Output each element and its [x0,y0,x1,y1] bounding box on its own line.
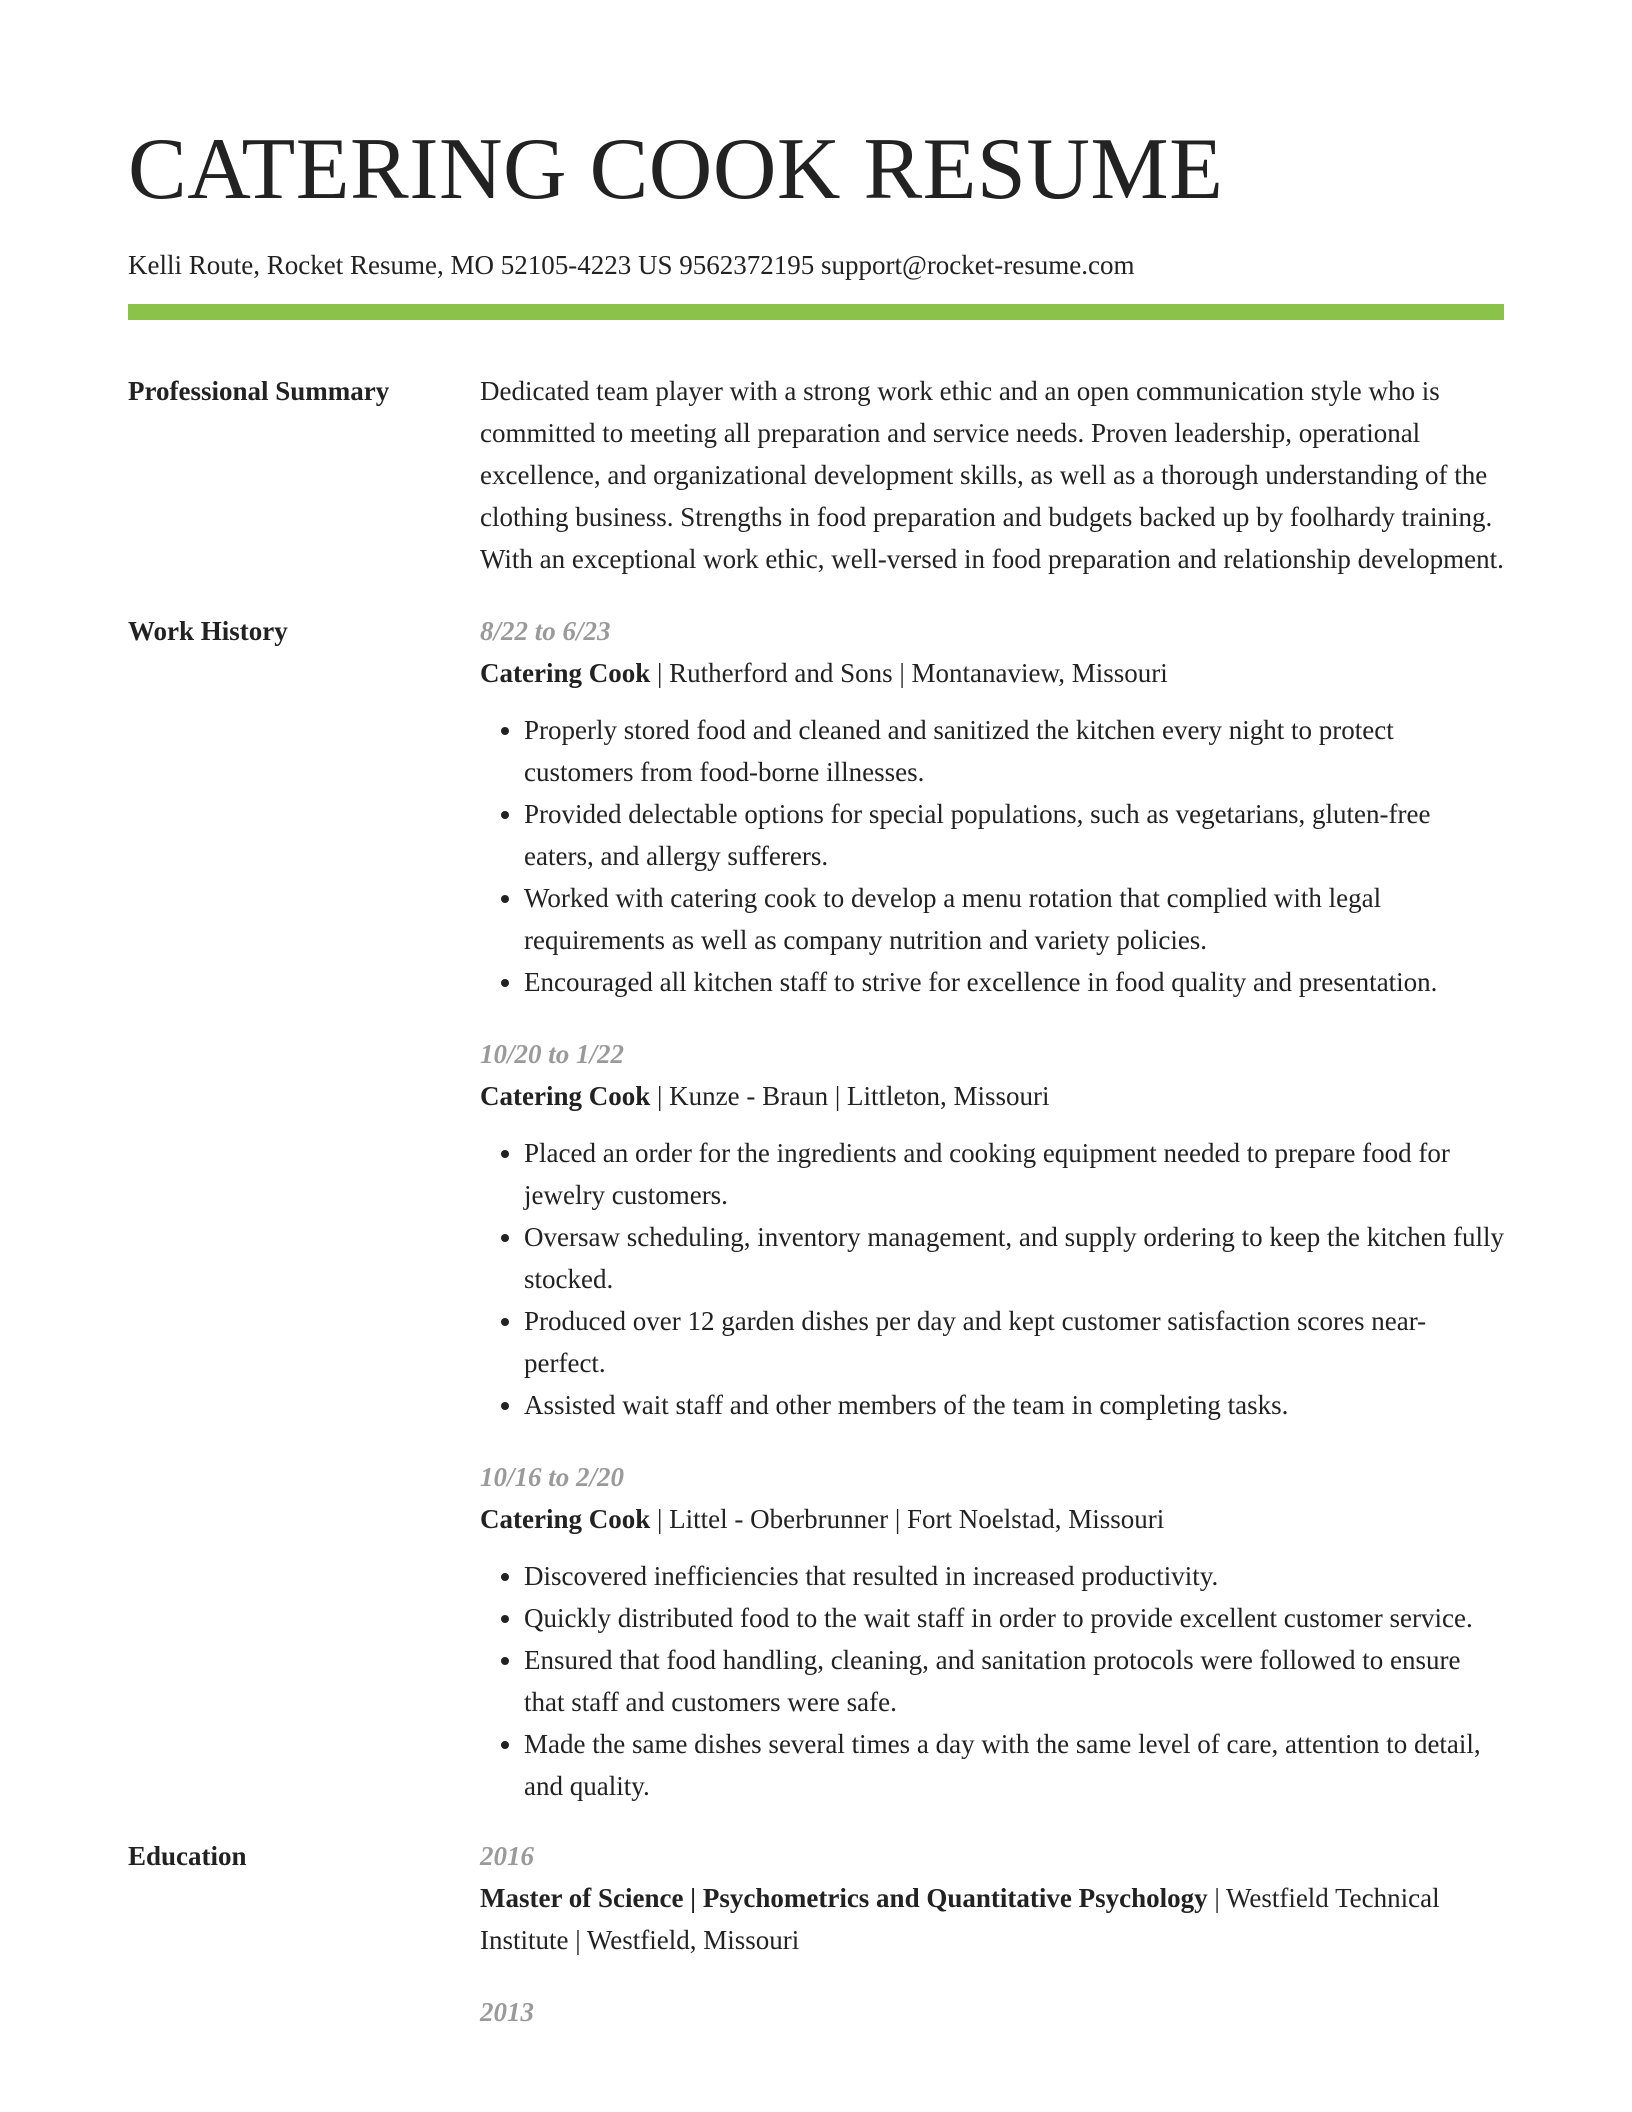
work-history-section [128,610,1504,1807]
job-bullet: • Assisted wait staff and other members of the team in completing tasks. [524,1384,1504,1426]
job-bullet-list [480,709,1504,1003]
resume-title: CATERING COOK RESUME [128,121,1224,218]
education-year: 2013 [480,1997,534,2027]
section-label-education: Education [128,1841,247,1871]
job-title: Catering Cook [480,1504,651,1534]
education-section [128,1835,1504,2063]
job-title: Catering Cook [480,658,651,688]
job-entry [480,1456,1504,1807]
job-bullet-list [480,1132,1504,1426]
job-heading [480,652,1504,694]
job-heading [480,1498,1504,1540]
job-details: | Littel - Oberbrunner | Fort Noelstad, Missouri [650,1504,1165,1534]
job-bullet: • Quickly distributed food to the wait staff in order to provide excellent customer service. [524,1597,1504,1639]
job-heading [480,1075,1504,1117]
education-entry [480,1835,1504,1961]
work-history-list [480,610,1504,1807]
section-label-work-history: Work History [128,616,288,646]
job-dates: 10/20 to 1/22 [480,1039,625,1069]
education-degree: Master of Science | Psychometrics and Quantitative Psychology [480,1883,1208,1913]
job-bullet: • Encouraged all kitchen staff to strive for excellence in food quality and presentation. [524,961,1504,1003]
job-bullet-list [480,1555,1504,1807]
education-details: | Westfield Technical Institute | Westfield, Missouri [480,1883,1440,1955]
education-heading [480,1877,1504,1961]
job-bullet: • Placed an order for the ingredients and cooking equipment needed to prepare food for jewelry customers. [524,1132,1504,1216]
job-bullet: • Produced over 12 garden dishes per day and kept customer satisfaction scores near-perfect. [524,1300,1504,1384]
job-bullet: • Made the same dishes several times a day with the same level of care, attention to detail, and quality. [524,1723,1504,1807]
job-dates: 8/22 to 6/23 [480,616,611,646]
job-bullet: • Properly stored food and cleaned and sanitized the kitchen every night to protect customers from food-borne illnesses. [524,709,1504,793]
job-details: | Kunze - Braun | Littleton, Missouri [650,1081,1050,1111]
summary-text: Dedicated team player with a strong work ethic and an open communication style who is committed to meeting all preparation and service needs. Proven leadership, operational excellence, and organizational development skills, as well as a thorough understanding of the clothing business. Strengths in food preparation and budgets backed up by foolhardy training. With an exceptional work ethic, well-versed in food preparation and relationship development. [480,376,1504,574]
education-year: 2016 [480,1841,534,1871]
job-bullet: • Oversaw scheduling, inventory management, and supply ordering to keep the kitchen fully stocked. [524,1216,1504,1300]
section-label-summary: Professional Summary [128,376,390,406]
job-dates: 10/16 to 2/20 [480,1462,625,1492]
job-bullet: • Discovered inefficiencies that resulted in increased productivity. [524,1555,1504,1597]
education-list [480,1835,1504,2063]
job-entry [480,610,1504,1003]
job-details: | Rutherford and Sons | Montanaview, Missouri [650,658,1168,688]
job-bullet: • Ensured that food handling, cleaning, and sanitation protocols were followed to ensure that staff and customers were safe. [524,1639,1504,1723]
contact-line: Kelli Route, Rocket Resume, MO 52105-4223 US 9562372195 support@rocket-resume.com [128,250,1135,280]
job-bullet: • Provided delectable options for special populations, such as vegetarians, gluten-free eaters, and allergy sufferers. [524,793,1504,877]
job-entry [480,1033,1504,1426]
education-entry [480,1991,1504,2033]
accent-divider [128,304,1504,320]
job-bullet: • Worked with catering cook to develop a menu rotation that complied with legal requirements as well as company nutrition and variety policies. [524,877,1504,961]
job-title: Catering Cook [480,1081,651,1111]
summary-section [128,370,1504,580]
